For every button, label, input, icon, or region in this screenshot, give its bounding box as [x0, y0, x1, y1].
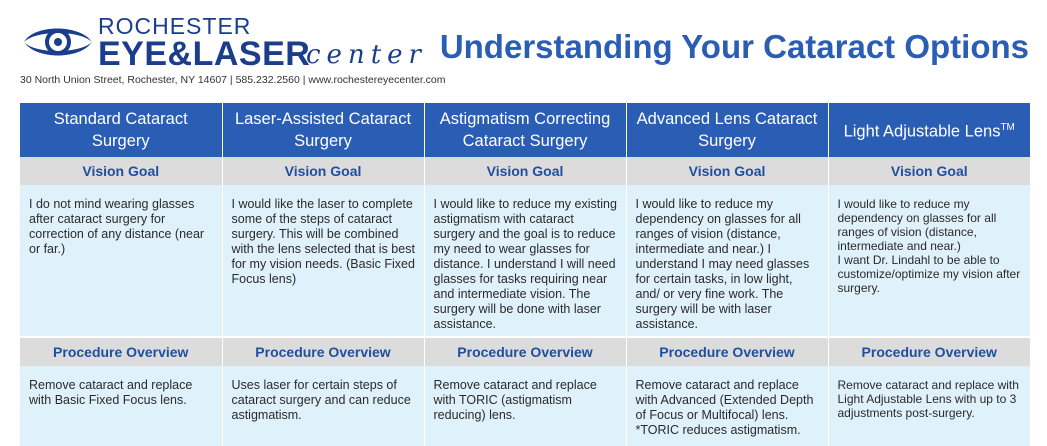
- address-line: 30 North Union Street, Rochester, NY 14607 | 585.232.2560 | www.rochestereyecenter.com: [20, 74, 446, 86]
- column-header: Standard Cataract Surgery: [20, 103, 222, 157]
- logo-line-1: ROCHESTER: [98, 13, 252, 39]
- vision-goal-row: [20, 185, 1030, 337]
- vision-goal-cell: I would like the laser to complete some of the steps of cataract surgery. This will be combined with the lens selected that is best for my vision needs. (Basic Fixed Focus lens): [222, 185, 424, 337]
- procedure-note: *TORIC reduces astigmatism.: [635, 423, 801, 437]
- section-label: Vision Goal: [20, 157, 222, 185]
- section-label: Procedure Overview: [222, 337, 424, 366]
- section-row-vision-goal: [20, 157, 1030, 185]
- procedure-cell: Remove cataract and replace with TORIC (astigmatism reducing) lens.: [424, 366, 626, 446]
- section-label: Procedure Overview: [626, 337, 828, 366]
- column-header-label: Light Adjustable Lens: [843, 122, 1001, 141]
- procedure-cell: [626, 366, 828, 446]
- procedure-text: Remove cataract and replace with Advanced (Extended Depth of Focus or Multifocal) lens.: [635, 378, 814, 422]
- section-label: Procedure Overview: [828, 337, 1030, 366]
- vision-goal-extra: I want Dr. Lindahl to be able to customize/optimize my vision after surgery.: [837, 253, 1021, 295]
- logo-line-2: EYE&LASER: [98, 35, 311, 73]
- vision-goal-cell: I would like to reduce my dependency on glasses for all ranges of vision (distance, intermediate and near.) I understand I may need glasses for certain tasks, in low light, and/ or very fine work. The surgery will be with laser assistance.: [626, 185, 828, 337]
- section-label: Procedure Overview: [424, 337, 626, 366]
- column-header: Advanced Lens Cataract Surgery: [626, 103, 828, 157]
- section-label: Vision Goal: [828, 157, 1030, 185]
- section-label: Vision Goal: [626, 157, 828, 185]
- vision-goal-cell: I do not mind wearing glasses after cataract surgery for correction of any distance (near or far.): [20, 185, 222, 337]
- column-header: Astigmatism Correcting Cataract Surgery: [424, 103, 626, 157]
- eye-logo-icon: [20, 22, 96, 62]
- procedure-row: [20, 366, 1030, 446]
- trademark-mark: TM: [1000, 122, 1015, 134]
- section-label: Procedure Overview: [20, 337, 222, 366]
- logo-line-3: center: [306, 40, 427, 70]
- options-table: [20, 103, 1030, 446]
- logo: [20, 12, 427, 73]
- procedure-cell: Remove cataract and replace with Light Adjustable Lens with up to 3 adjustments post-surgery.: [828, 366, 1030, 446]
- section-label: Vision Goal: [424, 157, 626, 185]
- section-row-procedure-overview: [20, 337, 1030, 366]
- vision-goal-text: I would like to reduce my dependency on glasses for all ranges of vision (distance, intermediate and near.): [837, 197, 997, 253]
- column-header-light-adjustable: [828, 103, 1030, 157]
- vision-goal-cell: I would like to reduce my existing astigmatism with cataract surgery and the goal is to reduce my need to wear glasses for distance. I understand I will need glasses for tasks requiring near and intermediate vision. The surgery will be done with laser assistance.: [424, 185, 626, 337]
- column-header: Laser-Assisted Cataract Surgery: [222, 103, 424, 157]
- vision-goal-cell: [828, 185, 1030, 337]
- section-label: Vision Goal: [222, 157, 424, 185]
- procedure-cell: Uses laser for certain steps of cataract surgery and can reduce astigmatism.: [222, 366, 424, 446]
- procedure-cell: Remove cataract and replace with Basic Fixed Focus lens.: [20, 366, 222, 446]
- column-header-row: [20, 103, 1030, 157]
- page-title: Understanding Your Cataract Options: [439, 28, 1029, 65]
